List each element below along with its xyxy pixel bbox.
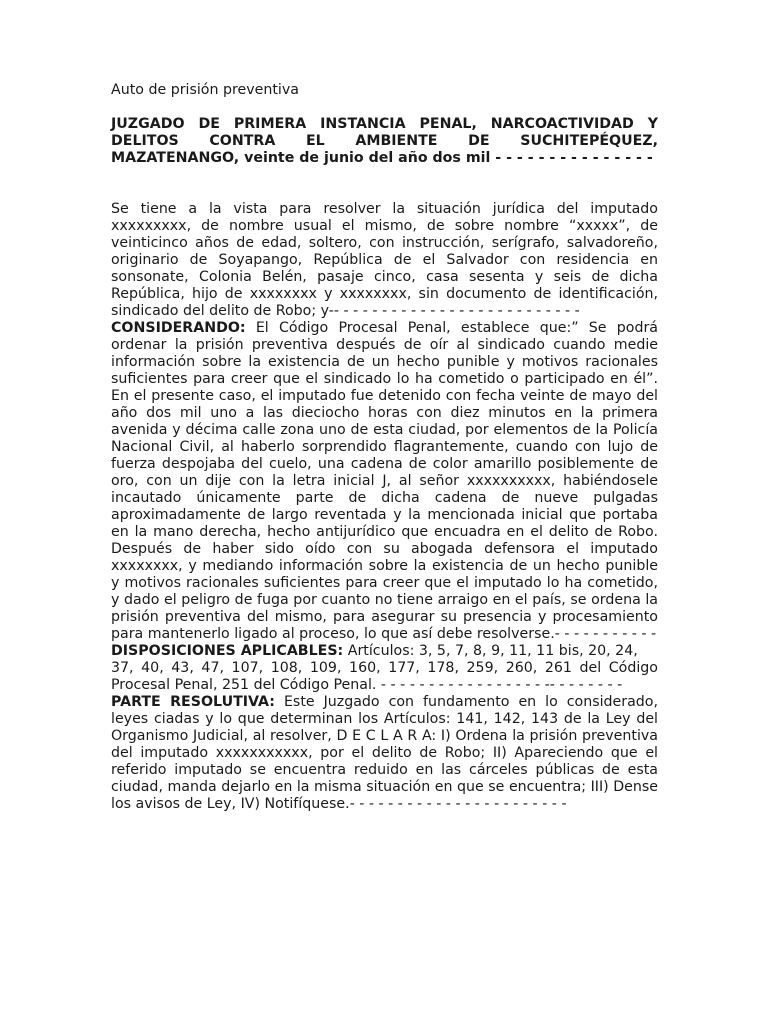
disposiciones-paragraph (111, 643, 658, 694)
intro-paragraph: Se tiene a la vista para resolver la situación jurídica del imputado xxxxxxxxx, de nombre usual el mismo, de sobre nombre “xxxxx”, de veinticinco años de edad, soltero, con instrucción, serígrafo, salvadoreño, originario de Soyapango, República de el Salvador con residencia en sonsonate, Colonia Belén, pasaje cinco, casa sesenta y seis de dicha República, hijo de xxxxxxxx y xxxxxxxx, sin documento de identificación, sindicado del delito de Robo; y-- - - - - - - - - - - - - - - - - - - - - - - - - - (111, 201, 658, 319)
resolutiva-text: Este Juzgado con fundamento en lo considerado, leyes ciadas y lo que determinan los Artículos: 141, 142, 143 de la Ley del Organismo Judicial, al resolver, D E C L A R A: I) Ordena la prisión preventiva del imputado xxxxxxxxxxx, por el delito de Robo; II) Apareciendo que el referido imputado se encuentra reduido en las cárceles públicas de esta ciudad, manda dejarlo en la misma situación en que se encuentra; III) Dense los avisos de Ley, IV) Notifíquese.- - - - - - - - - - - - - - - - - - - - - - - (111, 694, 659, 812)
resolutiva-heading: PARTE RESOLUTIVA: (111, 694, 275, 710)
considerando-paragraph (111, 320, 658, 643)
resolutiva-paragraph (111, 694, 658, 813)
document-page (111, 82, 658, 813)
disposiciones-heading: DISPOSICIONES APLICABLES: (111, 643, 344, 659)
considerando-text: El Código Procesal Penal, establece que:” Se podrá ordenar la prisión preventiva después de oír al sindicado cuando medie información sobre la existencia de un hecho punible y motivos racionales suficientes para creer que el sindicado lo ha cometido o participado en él”. En el presente caso, el imputado fue detenido con fecha veinte de mayo del año dos mil uno a las dieciocho horas con diez minutos en la primera avenida y décima calle zona uno de esta ciudad, por elementos de la Policía Nacional Civil, al haberlo sorprendido flagrantemente, cuando con lujo de fuerza despojaba del cuelo, una cadena de color amarillo posiblemente de oro, con un dije con la letra inicial J, al señor xxxxxxxxxx, habiéndosele incautado únicamente parte de dicha cadena de nueve pulgadas aproximadamente de largo reventada y la mencionada inicial que portaba en la mano derecha, hecho antijurídico que encuadra en el delito de Robo. Después de haber sido oído con su abogada defensora el imputado xxxxxxxx, y mediando información sobre la existencia de un hecho punible y motivos racionales suficientes para creer que el imputado lo ha cometido, y dado el peligro de fuga por cuanto no tiene arraigo en el país, se ordena la prisión preventiva del mismo, para asegurar su presencia y procesamiento para mantenerlo ligado al proceso, lo que así debe resolverse.- - - - - - - - - - - (111, 320, 658, 642)
court-header: JUZGADO DE PRIMERA INSTANCIA PENAL, NARCOACTIVIDAD Y DELITOS CONTRA EL AMBIENTE DE SUCHITEPÉQUEZ, MAZATENANGO, veinte de junio del año dos mil - - - - - - - - - - - - - - - (111, 116, 658, 166)
disposiciones-text-line2: 37, 40, 43, 47, 107, 108, 109, 160, 177, 178, 259, 260, 261 del Código Procesal Penal, 251 del Código Penal. - - - - - - - - - - - - - - - - - -- - - - - - - - (111, 660, 658, 693)
document-title: Auto de prisión preventiva (111, 82, 299, 98)
considerando-heading: CONSIDERANDO: (111, 320, 246, 336)
disposiciones-text-line1: Artículos: 3, 5, 7, 8, 9, 11, 11 bis, 20, 24, (343, 643, 638, 659)
